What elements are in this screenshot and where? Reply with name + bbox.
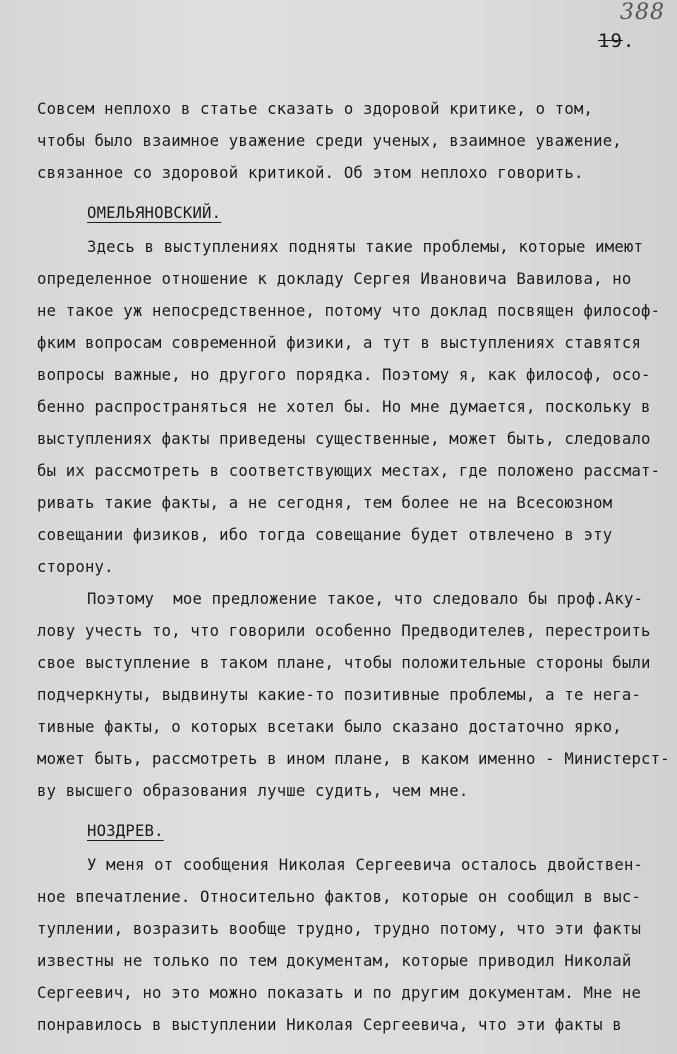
text-line: фким вопросам современной физики, а тут в выступлениях ставятся	[37, 334, 642, 352]
text-line: выступлениях факты приведены существенные, может быть, следовало	[37, 430, 651, 448]
text-line: Сергеевич, но это можно показать и по другим документам. Мне не	[37, 984, 642, 1002]
speaker-heading: ОМЕЛЬЯНОВСКИЙ.	[87, 204, 222, 222]
text-line: туплении, возразить вообще трудно, трудно потому, что эти факты	[37, 920, 642, 938]
page-number-value: 19	[598, 30, 623, 52]
text-line: определенное отношение к докладу Сергея Ивановича Вавилова, но	[37, 270, 632, 288]
text-line: бы их рассмотреть в соответствующих местах, где положено рассмат-	[37, 462, 661, 480]
text-line: известны не только по тем документам, которые приводил Николай	[37, 952, 632, 970]
speaker-heading: НОЗДРЕВ.	[87, 822, 164, 840]
text-line: ривать такие факты, а не сегодня, тем более не на Всесоюзном	[37, 494, 613, 512]
archive-folio-number: 388	[620, 0, 665, 25]
text-line: чтобы было взаимное уважение среди ученых, взаимное уважение,	[37, 132, 622, 150]
text-line: может быть, рассмотреть в ином плане, в каком именно - Министерст-	[37, 750, 670, 768]
text-line: бенно распространяться не хотел бы. Но мне думается, поскольку в	[37, 398, 651, 416]
text-line: совещании физиков, ибо тогда совещание будет отвлечено в эту	[37, 526, 613, 544]
text-line: ное впечатление. Относительно фактов, которые он сообщил в выс-	[37, 888, 642, 906]
text-line: лову учесть то, что говорили особенно Предводителев, перестроить	[37, 622, 651, 640]
text-line: Здесь в выступлениях подняты такие проблемы, которые имеют	[87, 238, 644, 256]
page-number-suffix: .	[622, 30, 636, 52]
text-line: связанное со здоровой критикой. Об этом неплохо говорить.	[37, 164, 584, 182]
text-line: сторону.	[37, 558, 114, 576]
text-line: свое выступление в таком плане, чтобы положительные стороны были	[37, 654, 651, 672]
text-line: тивные факты, о которых всетаки было сказано достаточно ярко,	[37, 718, 622, 736]
text-line: У меня от сообщения Николая Сергеевича осталось двойствен-	[87, 856, 644, 874]
text-line: не такое уж непосредственное, потому что доклад посвящен философ-	[37, 302, 661, 320]
page-number	[598, 30, 635, 52]
text-line: Совсем неплохо в статье сказать о здоровой критике, о том,	[37, 100, 594, 118]
text-line: ву высшего образования лучше судить, чем мне.	[37, 782, 469, 800]
text-line: вопросы важные, но другого порядка. Поэтому я, как философ, осо-	[37, 366, 651, 384]
text-line: Поэтому мое предложение такое, что следовало бы проф.Аку-	[87, 590, 644, 608]
text-line: подчеркнуты, выдвинуты какие-то позитивные проблемы, а те нега-	[37, 686, 642, 704]
text-line: понравилось в выступлении Николая Сергеевича, что эти факты в	[37, 1016, 622, 1034]
